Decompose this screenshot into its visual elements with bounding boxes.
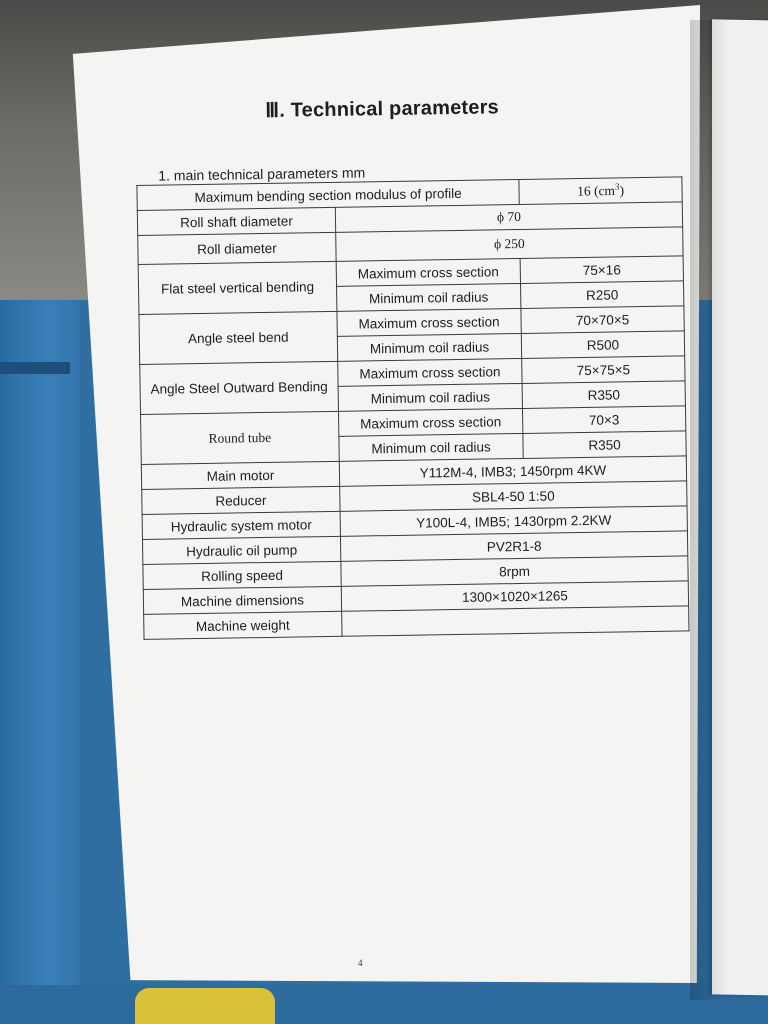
row-value: ϕ 250 [336, 227, 683, 261]
group-label: Flat steel vertical bending [138, 261, 337, 314]
group-label: Angle Steel Outward Bending [140, 361, 339, 414]
row-label: Machine dimensions [143, 586, 341, 614]
table-caption: 1. main technical parameters mm [158, 164, 366, 184]
sub-value: 70×70×5 [521, 306, 684, 334]
technical-parameters-table [136, 176, 689, 640]
row-label: Main motor [141, 461, 339, 489]
sub-value: 75×75×5 [522, 356, 685, 384]
row-value [342, 606, 689, 636]
row-value: 8rpm [341, 556, 688, 586]
sub-value: 75×16 [520, 256, 683, 284]
row-value: 16 $(cm^3)$ [519, 177, 682, 205]
row-value: Y100L-4, IMB5; 1430rpm 2.2KW [340, 506, 687, 536]
row-label: Hydraulic oil pump [142, 536, 340, 564]
row-label: Rolling speed [143, 561, 341, 589]
row-label: Maximum bending section modulus of profile [137, 179, 519, 210]
sub-value: R350 [523, 431, 686, 459]
group-label: Angle steel bend [139, 311, 338, 364]
sub-label: Maximum cross section [337, 308, 521, 336]
sub-label: Minimum coil radius [337, 283, 521, 311]
sub-value: R250 [521, 281, 684, 309]
yellow-object [135, 988, 275, 1024]
sub-label: Minimum coil radius [338, 383, 522, 411]
row-label: Roll shaft diameter [137, 207, 335, 235]
row-value: PV2R1-8 [340, 531, 687, 561]
sub-label: Minimum coil radius [337, 333, 521, 361]
binding-shadow [690, 20, 730, 1000]
sub-label: Maximum cross section [338, 408, 522, 436]
row-value: 1300×1020×1265 [341, 581, 688, 611]
sub-label: Minimum coil radius [339, 433, 523, 461]
row-value: ϕ 70 [335, 202, 682, 232]
row-label: Roll diameter [138, 232, 336, 264]
blue-machine-panel-bottom [0, 985, 768, 1024]
sub-label: Maximum cross section [336, 258, 520, 286]
sub-value: R500 [521, 331, 684, 359]
row-value: Y112M-4, IMB3; 1450rpm 4KW [339, 456, 686, 486]
sub-label: Maximum cross section [338, 358, 522, 386]
row-label: Reducer [142, 486, 340, 514]
row-label: Hydraulic system motor [142, 511, 340, 539]
section-heading: Ⅲ. Technical parameters [265, 96, 500, 122]
sub-value: R350 [522, 381, 685, 409]
blue-machine-panel [0, 300, 80, 1024]
row-value: SBL4-50 1:50 [340, 481, 687, 511]
page-number: 4 [358, 958, 363, 968]
row-label: Machine weight [144, 611, 342, 639]
panel-edge [0, 362, 70, 374]
sub-value: 70×3 [522, 406, 685, 434]
group-label: Round tube [141, 411, 340, 464]
